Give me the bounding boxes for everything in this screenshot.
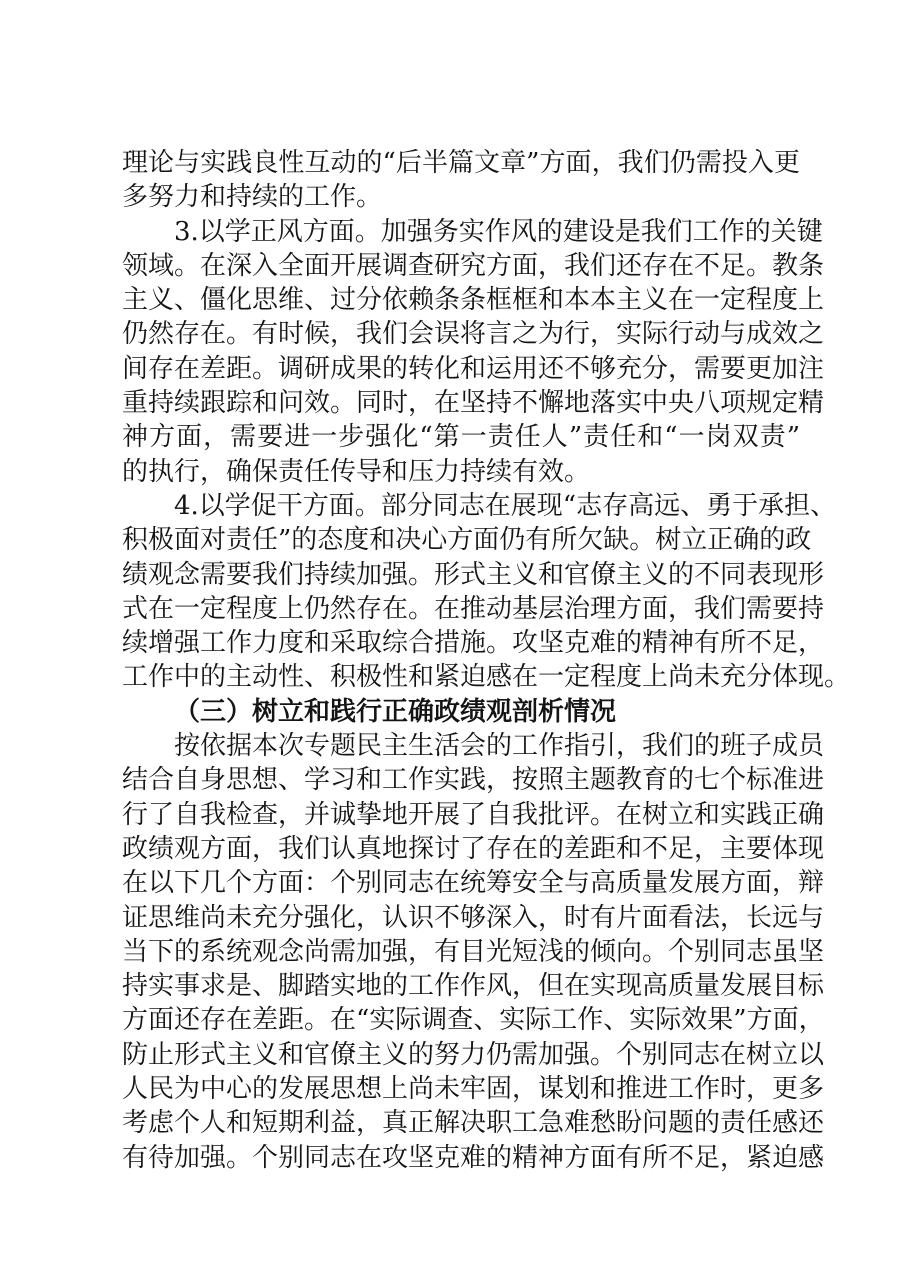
text-line: 式在一定程度上仍然存在。在推动基层治理方面，我们需要持 [122, 593, 825, 624]
text-line: 方面还存在差距。在“实际调查、实际工作、实际效果”方面， [122, 1005, 825, 1036]
document-body [122, 146, 851, 1175]
text-line: 领域。在深入全面开展调查研究方面，我们还存在不足。教条 [122, 250, 825, 281]
text-line: 结合自身思想、学习和工作实践，按照主题教育的七个标准进 [122, 765, 825, 796]
text-line: 政绩观方面，我们认真地探讨了存在的差距和不足，主要体现 [122, 833, 825, 864]
text-line: 工作中的主动性、积极性和紧迫感在一定程度上尚未充分体现。 [122, 662, 851, 693]
text-line: 持实事求是、脚踏实地的工作作风，但在实现高质量发展目标 [122, 971, 825, 1002]
text-line: 续增强工作力度和采取综合措施。攻坚克难的精神有所不足， [122, 628, 825, 659]
text-line: 的执行，确保责任传导和压力持续有效。 [122, 456, 591, 487]
text-line: 重持续跟踪和问效。同时，在坚持不懈地落实中央八项规定精 [122, 388, 825, 419]
text-line: 积极面对责任”的态度和决心方面仍有所欠缺。树立正确的政 [122, 525, 812, 556]
paragraph-first-line: 按依据本次专题民主生活会的工作指引，我们的班子成员 [174, 731, 825, 762]
text-line: 行了自我检查，并诚挚地开展了自我批评。在树立和实践正确 [122, 799, 825, 830]
text-line: 考虑个人和短期利益，真正解决职工急难愁盼问题的责任感还 [122, 1108, 825, 1139]
text-line: 仍然存在。有时候，我们会误将言之为行，实际行动与成效之 [122, 319, 825, 350]
text-line: 证思维尚未充分强化，认识不够深入，时有片面看法，长远与 [122, 902, 825, 933]
text-line: 人民为中心的发展思想上尚未牢固，谋划和推进工作时，更多 [122, 1074, 825, 1105]
text-line: 当下的系统观念尚需加强，有目光短浅的倾向。个别同志虽坚 [122, 936, 825, 967]
text-line: 在以下几个方面：个别同志在统筹安全与高质量发展方面，辩 [122, 868, 825, 899]
text-line: 神方面，需要进一步强化“第一责任人”责任和“一岗双责” [122, 422, 800, 453]
text-line: 绩观念需要我们持续加强。形式主义和官僚主义的不同表现形 [122, 559, 825, 590]
section-heading: （三）树立和践行正确政绩观剖析情况 [174, 696, 617, 727]
text-line: 防止形式主义和官僚主义的努力仍需加强。个别同志在树立以 [122, 1039, 825, 1070]
paragraph-first-line: 4.以学促干方面。部分同志在展现“志存高远、勇于承担、 [174, 490, 837, 521]
text-line: 理论与实践良性互动的“后半篇文章”方面，我们仍需投入更 [122, 148, 800, 178]
text-line: 多努力和持续的工作。 [122, 182, 383, 213]
paragraph-first-line: 3.以学正风方面。加强务实作风的建设是我们工作的关键 [174, 216, 823, 247]
text-line: 有待加强。个别同志在攻坚克难的精神方面有所不足，紧迫感 [122, 1142, 825, 1173]
text-line: 间存在差距。调研成果的转化和运用还不够充分，需要更加注 [122, 353, 825, 384]
text-line: 主义、僵化思维、过分依赖条条框框和本本主义在一定程度上 [122, 285, 825, 316]
